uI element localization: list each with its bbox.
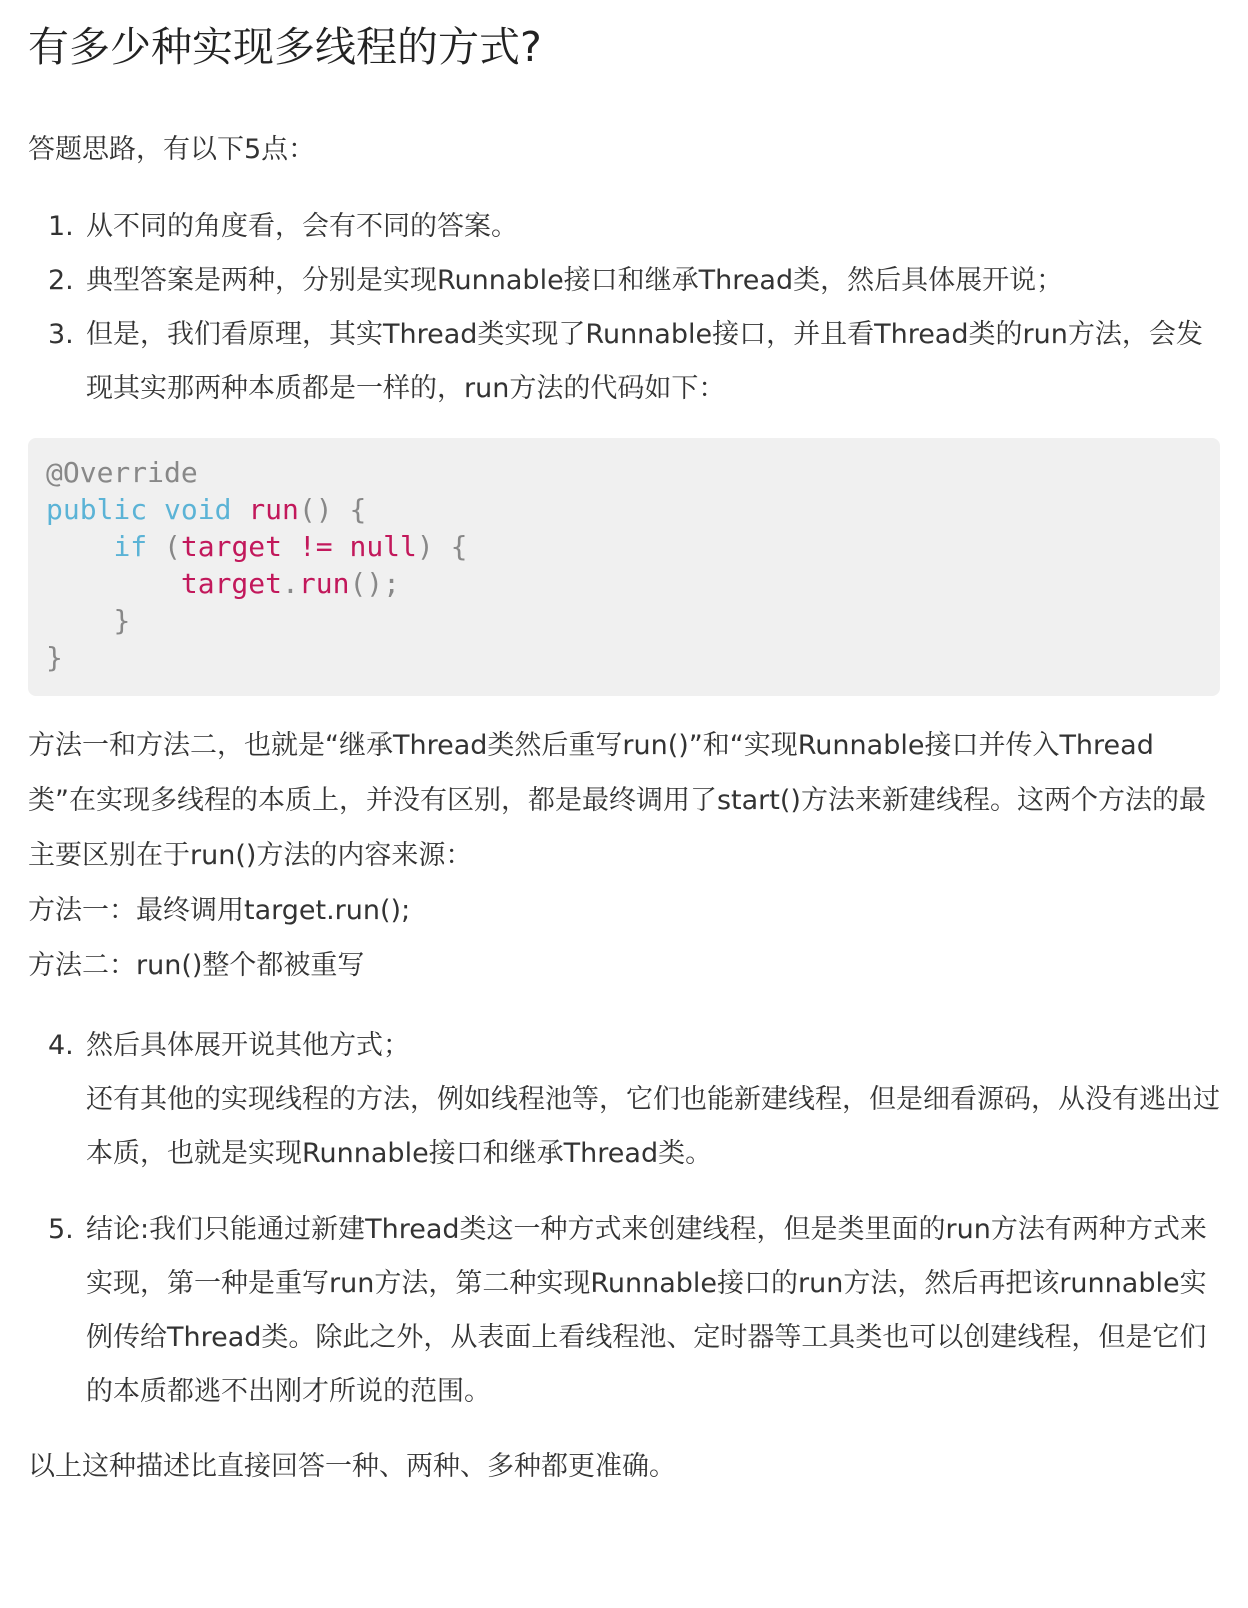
list-number: 2. — [48, 265, 74, 296]
list-item — [28, 1203, 1220, 1419]
list-number: 1. — [48, 211, 74, 242]
list-item-detail: 还有其他的实现线程的方法，例如线程池等，它们也能新建线程，但是细看源码，从没有逃出过本质，也就是实现Runnable接口和继承Thread类。 — [86, 1084, 1220, 1169]
code-method-run: run — [248, 493, 299, 526]
list-item — [28, 254, 1220, 308]
code-keyword-void: void — [164, 493, 232, 526]
method-one-text: 方法一：最终调用target.run(); — [28, 895, 411, 926]
code-annotation: @Override — [46, 456, 198, 489]
list-item — [28, 200, 1220, 254]
list-item-text: 典型答案是两种，分别是实现Runnable接口和继承Thread类，然后具体展开说； — [86, 265, 1064, 296]
intro-text: 答题思路，有以下5点： — [28, 134, 316, 165]
code-block: @Override public void run() { if (target != null) { target.run(); } } — [28, 438, 1220, 696]
code-keyword-null: null — [349, 530, 417, 563]
code-var-target: target — [180, 530, 283, 563]
list-item — [28, 1019, 1220, 1181]
code-var-target: target — [180, 567, 283, 600]
list-item-text: 从不同的角度看，会有不同的答案。 — [86, 211, 518, 242]
explanation-paragraph: 方法一和方法二，也就是“继承Thread类然后重写run()”和“实现Runnable接口并传入Thread类”在实现多线程的本质上，并没有区别，都是最终调用了start()方法来新建线程。这两个方法的最主要区别在于run()方法的内容来源： — [28, 730, 1206, 871]
list-number: 5. — [48, 1214, 74, 1245]
closing-text: 以上这种描述比直接回答一种、两种、多种都更准确。 — [28, 1451, 676, 1482]
list-item-text: 结论:我们只能通过新建Thread类这一种方式来创建线程，但是类里面的run方法有两种方式来实现，第一种是重写run方法，第二种实现Runnable接口的run方法，然后再把该runnable实例传给Thread类。除此之外，从表面上看线程池、定时器等工具类也可以创建线程，但是它们的本质都逃不出刚才所说的范围。 — [86, 1214, 1207, 1407]
method-two-text: 方法二：run()整个都被重写 — [28, 950, 365, 981]
page-title: 有多少种实现多线程的方式? — [28, 23, 542, 71]
answer-list — [28, 200, 1220, 416]
list-number: 3. — [48, 319, 74, 350]
answer-list-conclusion — [28, 1203, 1220, 1419]
answer-list-continued — [28, 1019, 1220, 1181]
list-item-text: 然后具体展开说其他方式； — [86, 1030, 410, 1061]
code-method-run: run — [298, 567, 350, 600]
code-operator: != — [298, 530, 333, 563]
list-number: 4. — [48, 1030, 74, 1061]
code-keyword-public: public — [46, 493, 148, 526]
list-item-text: 但是，我们看原理，其实Thread类实现了Runnable接口，并且看Thread类的run方法，会发现其实那两种本质都是一样的，run方法的代码如下： — [86, 319, 1203, 404]
code-keyword-if: if — [113, 530, 148, 563]
list-item — [28, 308, 1220, 416]
